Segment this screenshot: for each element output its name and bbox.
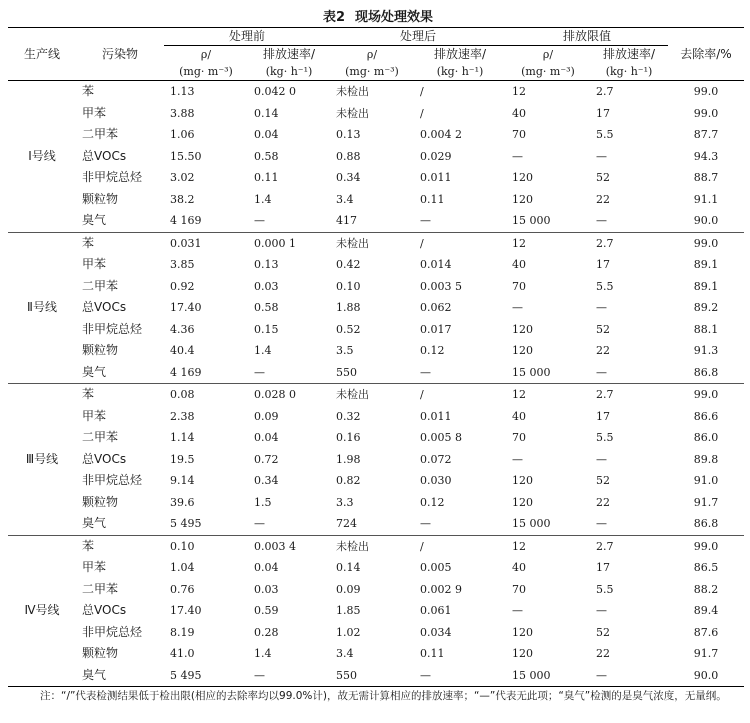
- pollutant-cell: 非甲烷总烃: [82, 624, 143, 639]
- limit-rate-cell: 52: [596, 171, 610, 184]
- after-conc-cell: 3.3: [336, 495, 354, 509]
- limit-rate-cell: 17: [596, 258, 610, 271]
- before-conc-cell: 9.14: [170, 474, 195, 487]
- limit-conc-cell: 40: [512, 409, 526, 423]
- removal-rate-cell: 89.4: [693, 604, 719, 617]
- pollutant-cell: 非甲烷总烃: [82, 170, 143, 184]
- pollutant-cell: 苯: [82, 235, 95, 250]
- after-rate-cell: 0.11: [420, 647, 445, 660]
- table-row: [8, 492, 744, 514]
- before-rate-cell: 1.4: [254, 192, 272, 206]
- before-rate-cell: 0.14: [254, 106, 279, 120]
- before-conc-cell: 41.0: [170, 647, 195, 660]
- treatment-effect-table: [8, 27, 744, 687]
- before-conc-cell: 8.19: [170, 625, 195, 639]
- after-rate-cell: 0.12: [420, 495, 445, 509]
- limit-conc-cell: 120: [512, 344, 533, 357]
- before-conc-cell: 0.76: [170, 582, 195, 596]
- after-rate-cell: 0.062: [420, 301, 452, 314]
- before-conc-cell: 4 169: [164, 210, 248, 232]
- header-pollutant: 污染物: [76, 28, 164, 81]
- before-rate-cell: 0.34: [254, 474, 279, 487]
- after-conc-cell: 1.88: [336, 301, 361, 314]
- pollutant-cell: 非甲烷总烃: [82, 321, 143, 336]
- after-conc-cell: 0.82: [336, 474, 361, 487]
- after-rate-cell: /: [420, 539, 424, 553]
- removal-rate-cell: 87.7: [693, 128, 719, 141]
- limit-rate-cell: 22: [596, 344, 610, 357]
- removal-rate-cell: 91.3: [693, 344, 719, 357]
- before-conc-cell: 3.85: [170, 258, 195, 271]
- after-rate-cell: 0.003 5: [420, 279, 462, 293]
- removal-rate-cell: 89.8: [693, 452, 719, 466]
- after-conc-cell: 未检出: [336, 106, 369, 120]
- pollutant-cell: 总VOCs: [82, 148, 127, 163]
- after-rate-cell: —: [414, 210, 506, 232]
- header-before-conc-unit: (mg· m⁻³): [164, 63, 248, 81]
- before-rate-cell: 0.04: [254, 561, 279, 574]
- limit-rate-cell: 5.5: [596, 128, 614, 141]
- header-before: 处理前: [164, 28, 330, 46]
- table-row: [8, 340, 744, 362]
- limit-rate-cell: —: [590, 513, 668, 535]
- removal-rate-cell: 91.0: [693, 474, 719, 487]
- before-conc-cell: 2.38: [170, 409, 195, 423]
- removal-rate-cell: 88.7: [693, 171, 719, 184]
- removal-rate-cell: 99.0: [693, 388, 719, 401]
- pollutant-cell: 二甲苯: [82, 430, 119, 444]
- table-row: [8, 210, 744, 232]
- limit-rate-cell: —: [596, 604, 607, 617]
- table-row: [8, 189, 744, 211]
- after-rate-cell: /: [420, 106, 424, 120]
- removal-rate-cell: 86.8: [668, 513, 744, 535]
- before-rate-cell: 0.11: [254, 171, 279, 184]
- before-conc-cell: 40.4: [170, 344, 195, 357]
- limit-conc-cell: 70: [512, 128, 526, 141]
- removal-rate-cell: 86.6: [693, 409, 719, 423]
- limit-rate-cell: 2.7: [596, 388, 614, 401]
- before-rate-cell: —: [248, 210, 330, 232]
- table-row: [8, 362, 744, 384]
- removal-rate-cell: 94.3: [693, 149, 719, 163]
- before-rate-cell: 0.000 1: [254, 236, 296, 250]
- limit-conc-cell: 120: [512, 474, 533, 487]
- header-limit-rate-unit: (kg· h⁻¹): [590, 63, 668, 81]
- before-conc-cell: 39.6: [170, 495, 195, 509]
- before-conc-cell: 0.031: [170, 236, 202, 250]
- limit-conc-cell: 40: [512, 258, 526, 271]
- after-rate-cell: 0.005: [420, 561, 452, 574]
- after-rate-cell: 0.030: [420, 474, 452, 487]
- pollutant-cell: 总VOCs: [82, 603, 127, 617]
- removal-rate-cell: 88.2: [693, 582, 719, 596]
- table-row: [8, 622, 744, 644]
- production-line-cell: Ⅳ号线: [8, 535, 76, 687]
- removal-rate-cell: 91.1: [693, 192, 719, 206]
- after-rate-cell: /: [420, 388, 424, 401]
- removal-rate-cell: 86.0: [693, 431, 719, 444]
- before-conc-cell: 1.14: [170, 431, 195, 444]
- pollutant-cell: 苯: [82, 84, 95, 98]
- before-conc-cell: 17.40: [170, 604, 202, 617]
- table-row: [8, 146, 744, 168]
- after-conc-cell: 3.4: [336, 647, 354, 660]
- limit-conc-cell: 120: [512, 495, 533, 509]
- limit-rate-cell: 5.5: [596, 431, 614, 444]
- limit-conc-cell: 70: [512, 431, 526, 444]
- after-rate-cell: /: [420, 85, 424, 98]
- table-row: [8, 319, 744, 341]
- after-rate-cell: 0.072: [420, 452, 452, 466]
- limit-conc-cell: 120: [512, 192, 533, 206]
- table-row: [8, 449, 744, 471]
- before-rate-cell: 0.03: [254, 582, 279, 596]
- removal-rate-cell: 89.2: [693, 301, 719, 314]
- after-rate-cell: 0.061: [420, 604, 452, 617]
- after-conc-cell: 1.85: [336, 604, 361, 617]
- before-rate-cell: 0.042 0: [254, 85, 296, 98]
- table-row: [8, 254, 744, 276]
- before-conc-cell: 5 495: [164, 665, 248, 687]
- removal-rate-cell: 90.0: [668, 665, 744, 687]
- before-rate-cell: 0.13: [254, 258, 279, 271]
- table-row: [8, 665, 744, 687]
- removal-rate-cell: 91.7: [693, 495, 719, 509]
- table-row: [8, 103, 744, 125]
- table-row: [8, 232, 744, 254]
- limit-rate-cell: 2.7: [596, 539, 614, 553]
- before-conc-cell: 1.06: [170, 128, 195, 141]
- after-conc-cell: 0.16: [336, 431, 361, 444]
- before-rate-cell: 0.04: [254, 128, 279, 141]
- removal-rate-cell: 99.0: [693, 106, 719, 120]
- limit-conc-cell: —: [512, 452, 523, 466]
- removal-rate-cell: 89.1: [693, 258, 719, 271]
- pollutant-cell: 苯: [82, 538, 95, 553]
- before-rate-cell: 0.03: [254, 279, 279, 293]
- limit-conc-cell: 15 000: [506, 665, 590, 687]
- limit-conc-cell: 120: [512, 171, 533, 184]
- before-rate-cell: 0.04: [254, 431, 279, 444]
- header-before-conc: ρ/: [200, 48, 212, 61]
- table-row: [8, 557, 744, 579]
- limit-conc-cell: 40: [512, 106, 526, 120]
- limit-rate-cell: 52: [596, 322, 610, 336]
- before-rate-cell: 0.003 4: [254, 539, 296, 553]
- before-conc-cell: 17.40: [170, 301, 202, 314]
- limit-rate-cell: 52: [596, 625, 610, 639]
- pollutant-cell: 臭气: [76, 665, 164, 687]
- limit-rate-cell: 2.7: [596, 236, 614, 250]
- header-line: 生产线: [8, 28, 76, 81]
- limit-conc-cell: 70: [512, 582, 526, 596]
- limit-rate-cell: 52: [596, 474, 610, 487]
- header-before-rate: 排放速率/: [262, 47, 316, 61]
- limit-rate-cell: —: [590, 665, 668, 687]
- before-rate-cell: 1.4: [254, 344, 272, 357]
- before-conc-cell: 1.13: [170, 85, 195, 98]
- pollutant-cell: 颗粒物: [82, 646, 119, 660]
- pollutant-cell: 甲苯: [82, 257, 107, 271]
- limit-rate-cell: 5.5: [596, 582, 614, 596]
- after-rate-cell: 0.005 8: [420, 431, 462, 444]
- limit-rate-cell: —: [596, 149, 607, 163]
- header-limit-conc: ρ/: [542, 48, 554, 61]
- pollutant-cell: 颗粒物: [82, 343, 119, 357]
- removal-rate-cell: 99.0: [693, 236, 719, 250]
- after-rate-cell: /: [420, 236, 424, 250]
- after-rate-cell: 0.11: [420, 192, 445, 206]
- limit-rate-cell: 17: [596, 106, 610, 120]
- after-conc-cell: 724: [330, 513, 414, 535]
- limit-conc-cell: 12: [512, 236, 526, 250]
- after-conc-cell: 0.32: [336, 409, 361, 423]
- table-row: [8, 579, 744, 601]
- removal-rate-cell: 99.0: [693, 85, 719, 98]
- after-conc-cell: 未检出: [336, 85, 369, 98]
- pollutant-cell: 二甲苯: [82, 127, 119, 141]
- before-rate-cell: 0.028 0: [254, 388, 296, 401]
- header-after-rate: 排放速率/: [433, 47, 487, 61]
- before-rate-cell: 0.59: [254, 604, 279, 617]
- after-rate-cell: 0.029: [420, 149, 452, 163]
- limit-rate-cell: 2.7: [596, 85, 614, 98]
- table-note: 注：“/”代表检测结果低于检出限(相应的去除率均以99.0%计)，故无需计算相应的排放速率；“—”代表无此项；“臭气”检测的是臭气浓度，无量纲。: [40, 690, 727, 702]
- table-row: [8, 81, 744, 103]
- after-rate-cell: 0.002 9: [420, 582, 462, 596]
- table-row: [8, 535, 744, 557]
- before-rate-cell: 0.72: [254, 452, 279, 466]
- limit-rate-cell: —: [596, 452, 607, 466]
- before-rate-cell: 0.58: [254, 149, 279, 163]
- table-row: [8, 276, 744, 298]
- after-conc-cell: 0.34: [336, 171, 361, 184]
- limit-rate-cell: 17: [596, 409, 610, 423]
- limit-conc-cell: 15 000: [506, 513, 590, 535]
- pollutant-cell: 二甲苯: [82, 581, 119, 596]
- limit-conc-cell: —: [512, 604, 523, 617]
- limit-conc-cell: 120: [512, 625, 533, 639]
- table-row: [8, 297, 744, 319]
- after-conc-cell: 0.42: [336, 258, 361, 271]
- header-after-conc: ρ/: [366, 48, 378, 61]
- after-conc-cell: 0.52: [336, 322, 361, 336]
- table-row: [8, 513, 744, 535]
- after-conc-cell: 3.4: [336, 192, 354, 206]
- after-rate-cell: 0.011: [420, 409, 452, 423]
- removal-rate-cell: 89.1: [693, 279, 719, 293]
- after-conc-cell: 3.5: [336, 344, 354, 357]
- before-rate-cell: 0.58: [254, 301, 279, 314]
- removal-rate-cell: 99.0: [693, 539, 719, 553]
- after-rate-cell: 0.034: [420, 625, 452, 639]
- before-conc-cell: 15.50: [170, 149, 202, 163]
- limit-conc-cell: 40: [512, 561, 526, 574]
- after-conc-cell: 未检出: [336, 539, 369, 553]
- before-rate-cell: 0.28: [254, 625, 279, 639]
- header-after-rate-unit: (kg· h⁻¹): [414, 63, 506, 81]
- header-limit: 排放限值: [506, 28, 668, 46]
- pollutant-cell: 总VOCs: [82, 451, 127, 466]
- after-conc-cell: 0.88: [336, 149, 361, 163]
- before-rate-cell: —: [248, 362, 330, 384]
- table-row: [8, 643, 744, 665]
- header-limit-conc-unit: (mg· m⁻³): [506, 63, 590, 81]
- removal-rate-cell: 87.6: [693, 625, 719, 639]
- limit-conc-cell: 120: [512, 647, 533, 660]
- before-conc-cell: 0.08: [170, 388, 195, 401]
- limit-conc-cell: —: [512, 301, 523, 314]
- pollutant-cell: 臭气: [76, 362, 164, 384]
- table-row: [8, 384, 744, 406]
- limit-rate-cell: 17: [596, 561, 610, 574]
- limit-rate-cell: —: [590, 210, 668, 232]
- removal-rate-cell: 90.0: [668, 210, 744, 232]
- after-conc-cell: 0.14: [336, 561, 361, 574]
- table-row: [8, 600, 744, 622]
- production-line-cell: Ⅱ号线: [8, 232, 76, 384]
- pollutant-cell: 甲苯: [82, 560, 107, 574]
- table-row: [8, 427, 744, 449]
- limit-conc-cell: —: [512, 149, 523, 163]
- limit-rate-cell: 22: [596, 192, 610, 206]
- table-number: 表2: [322, 10, 346, 25]
- table-row: [8, 124, 744, 146]
- after-rate-cell: 0.12: [420, 344, 445, 357]
- after-rate-cell: —: [414, 362, 506, 384]
- production-line-cell: Ⅰ号线: [8, 81, 76, 233]
- before-conc-cell: 4 169: [164, 362, 248, 384]
- pollutant-cell: 颗粒物: [82, 494, 119, 509]
- after-rate-cell: 0.004 2: [420, 128, 462, 141]
- removal-rate-cell: 88.1: [693, 322, 719, 336]
- limit-conc-cell: 12: [512, 85, 526, 98]
- pollutant-cell: 臭气: [76, 210, 164, 232]
- pollutant-cell: 甲苯: [82, 105, 107, 120]
- before-rate-cell: 0.15: [254, 322, 279, 336]
- before-conc-cell: 4.36: [170, 322, 195, 336]
- limit-rate-cell: 22: [596, 647, 610, 660]
- before-conc-cell: 0.92: [170, 279, 195, 293]
- table-title: [0, 6, 750, 25]
- table-body: [8, 81, 744, 687]
- before-rate-cell: 1.4: [254, 647, 272, 660]
- after-conc-cell: 0.13: [336, 128, 361, 141]
- before-conc-cell: 5 495: [164, 513, 248, 535]
- table-row: [8, 167, 744, 189]
- limit-rate-cell: —: [590, 362, 668, 384]
- limit-conc-cell: 15 000: [506, 210, 590, 232]
- limit-conc-cell: 120: [512, 322, 533, 336]
- after-rate-cell: 0.011: [420, 171, 452, 184]
- after-conc-cell: 未检出: [336, 236, 369, 250]
- after-conc-cell: 417: [330, 210, 414, 232]
- before-conc-cell: 38.2: [170, 192, 195, 206]
- after-conc-cell: 550: [330, 665, 414, 687]
- header-after-conc-unit: (mg· m⁻³): [330, 63, 414, 81]
- after-rate-cell: —: [414, 513, 506, 535]
- before-conc-cell: 3.88: [170, 106, 195, 120]
- header-limit-rate: 排放速率/: [602, 47, 656, 61]
- before-conc-cell: 19.5: [170, 452, 195, 466]
- pollutant-cell: 颗粒物: [82, 191, 119, 206]
- after-conc-cell: 0.09: [336, 582, 361, 596]
- pollutant-cell: 甲苯: [82, 408, 107, 423]
- after-conc-cell: 1.98: [336, 452, 361, 466]
- table-caption: 现场处理效果: [355, 10, 434, 25]
- header-removal: 去除率/%: [668, 28, 744, 81]
- before-conc-cell: 3.02: [170, 171, 195, 184]
- pollutant-cell: 二甲苯: [82, 278, 119, 293]
- limit-conc-cell: 70: [512, 279, 526, 293]
- after-conc-cell: 1.02: [336, 625, 361, 639]
- table-row: [8, 406, 744, 428]
- before-rate-cell: —: [248, 665, 330, 687]
- after-conc-cell: 未检出: [336, 388, 369, 401]
- before-rate-cell: —: [248, 513, 330, 535]
- before-rate-cell: 1.5: [254, 495, 272, 509]
- limit-conc-cell: 12: [512, 539, 526, 553]
- before-rate-cell: 0.09: [254, 409, 279, 423]
- pollutant-cell: 臭气: [76, 513, 164, 535]
- before-conc-cell: 1.04: [170, 561, 195, 574]
- limit-rate-cell: 22: [596, 495, 610, 509]
- limit-conc-cell: 15 000: [506, 362, 590, 384]
- after-conc-cell: 550: [330, 362, 414, 384]
- header-after: 处理后: [330, 28, 506, 46]
- limit-rate-cell: —: [596, 301, 607, 314]
- after-rate-cell: 0.017: [420, 322, 452, 336]
- before-conc-cell: 0.10: [170, 539, 195, 553]
- after-rate-cell: 0.014: [420, 258, 452, 271]
- limit-rate-cell: 5.5: [596, 279, 614, 293]
- table-row: [8, 470, 744, 492]
- table-header: [8, 28, 744, 81]
- pollutant-cell: 苯: [82, 387, 95, 401]
- removal-rate-cell: 86.5: [693, 561, 719, 574]
- removal-rate-cell: 86.8: [668, 362, 744, 384]
- limit-conc-cell: 12: [512, 388, 526, 401]
- removal-rate-cell: 91.7: [693, 647, 719, 660]
- pollutant-cell: 总VOCs: [82, 300, 127, 314]
- after-rate-cell: —: [414, 665, 506, 687]
- production-line-cell: Ⅲ号线: [8, 384, 76, 536]
- pollutant-cell: 非甲烷总烃: [82, 473, 143, 487]
- header-before-rate-unit: (kg· h⁻¹): [248, 63, 330, 81]
- after-conc-cell: 0.10: [336, 279, 361, 293]
